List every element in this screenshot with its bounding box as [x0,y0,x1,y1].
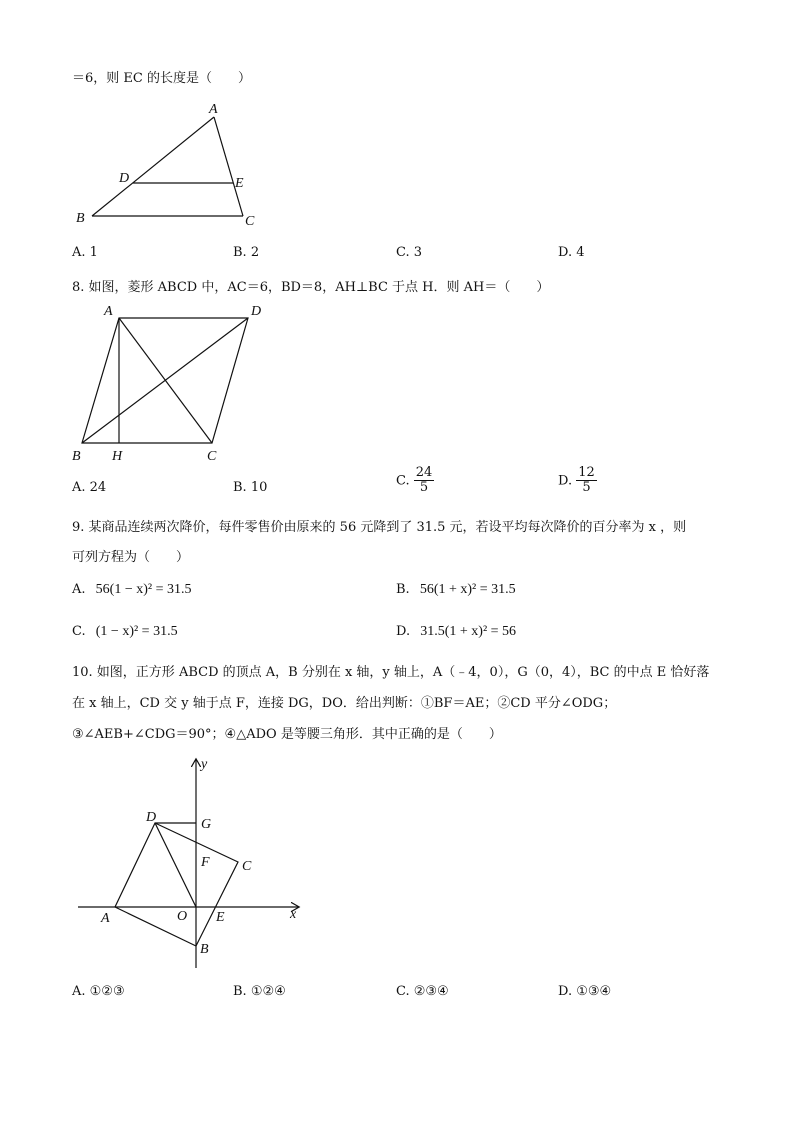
q8-option-c[interactable] [396,466,434,496]
q7-label-c: C [245,214,255,229]
q10-label-g: G [201,817,212,832]
q10-option-c[interactable]: C. ②③④ [396,984,449,999]
q7-label-e: E [235,176,244,191]
q10-stem-line2: 在 x 轴上，CD 交 y 轴于点 F，连接 DG，DO．给出判断：①BF＝AE；②CD 平分∠ODG； [72,696,617,711]
q10-label-y: y [201,757,208,772]
q9-option-a-prefix: A. [72,582,86,597]
q10-label-o: O [177,909,188,924]
q8-option-a[interactable]: A. 24 [72,480,107,495]
q7-option-b[interactable]: B. 2 [233,245,260,260]
q8-option-c-fraction [414,466,435,496]
q10-label-b: B [200,942,209,957]
q8-label-c: C [207,449,217,464]
q10-option-a[interactable]: A. ①②③ [72,984,125,999]
q9-stem-line2: 可列方程为（ ） [72,550,190,565]
q9-option-c[interactable] [72,624,178,640]
q8-option-c-prefix: C. [396,473,410,489]
q8-label-h: H [112,449,123,464]
q10-label-x: x [290,907,297,922]
q8-option-d-prefix: D. [558,473,573,489]
q10-option-b[interactable]: B. ①②④ [233,984,286,999]
q8-stem: 8. 如图，菱形 ABCD 中，AC＝6，BD＝8，AH⊥BC 于点 H．则 AH＝（ ） [72,280,550,295]
q7-label-b: B [76,211,85,226]
q8-option-d[interactable] [558,466,597,496]
q9-option-c-prefix: C. [72,624,86,639]
q8-option-b[interactable]: B. 10 [233,480,268,495]
q9-option-c-expr: (1 − x)² = 31.5 [95,624,178,639]
q9-option-d-prefix: D. [396,624,411,639]
q8-label-d: D [251,304,262,319]
q8-option-d-denominator: 5 [582,480,591,496]
q8-option-d-fraction [576,466,597,496]
q10-stem-line1: 10. 如图，正方形 ABCD 的顶点 A，B 分别在 x 轴，y 轴上，A（﹣4，0），G（0，4），BC 的中点 E 恰好落 [72,665,710,680]
q10-label-d: D [146,810,157,825]
q9-stem-line1: 9. 某商品连续两次降价，每件零售价由原来的 56 元降到了 31.5 元，若设平均每次降价的百分率为 x ，则 [72,520,687,535]
q10-label-f: F [201,855,210,870]
q7-label-a: A [209,102,218,117]
q7-option-c[interactable]: C. 3 [396,245,423,260]
q9-option-d-expr: 31.5(1 + x)² = 56 [420,624,517,639]
q7-stem-tail: ＝6，则 EC 的长度是（ ） [72,71,251,86]
q9-option-b-expr: 56(1 + x)² = 31.5 [419,582,516,597]
q7-label-d: D [119,171,130,186]
q10-label-a: A [101,911,110,926]
q8-label-b: B [72,449,81,464]
q10-label-e: E [216,910,225,925]
q10-label-c: C [242,859,252,874]
q9-option-b-prefix: B. [396,582,410,597]
q7-option-d[interactable]: D. 4 [558,245,585,260]
q8-option-c-denominator: 5 [419,480,429,496]
q9-option-b[interactable] [396,582,516,598]
q9-option-a[interactable] [72,582,191,598]
q8-option-d-numerator: 12 [578,465,595,480]
q10-option-d[interactable]: D. ①③④ [558,984,612,999]
q8-label-a: A [104,304,113,319]
q9-option-d[interactable] [396,624,516,640]
q10-stem-line3: ③∠AEB+∠CDG＝90°；④△ADO 是等腰三角形．其中正确的是（ ） [72,727,502,742]
q9-option-a-expr: 56(1 − x)² = 31.5 [95,582,192,597]
q8-option-c-numerator: 24 [415,465,433,480]
q7-option-a[interactable]: A. 1 [72,245,98,260]
